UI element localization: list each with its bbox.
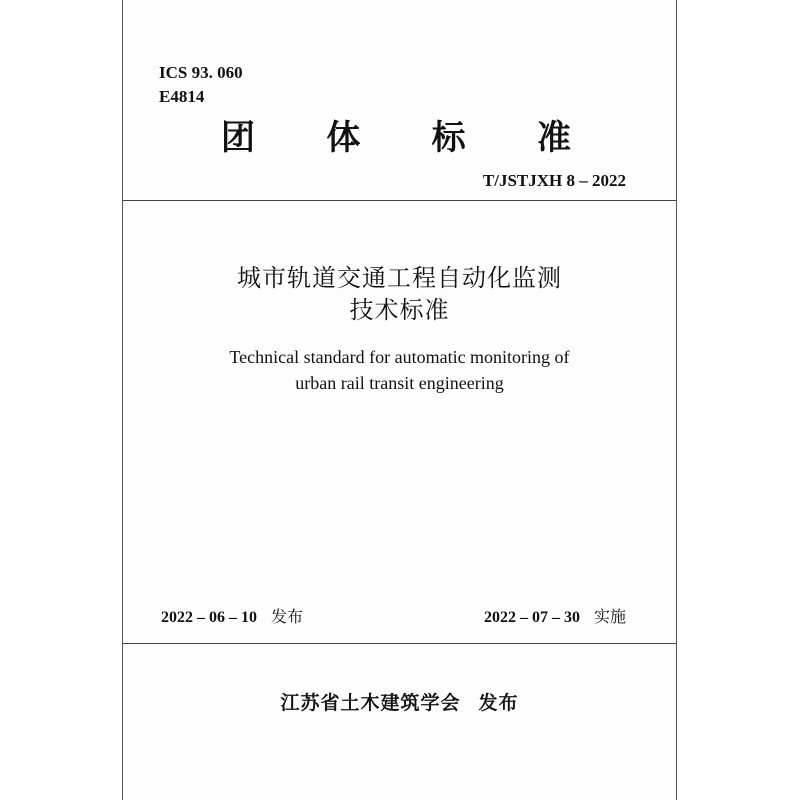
standard-type-char: 团: [221, 118, 255, 158]
publisher-label: 发布: [478, 692, 519, 714]
implementation-label: 实施: [593, 607, 626, 626]
standard-type-char: 标: [431, 118, 466, 158]
english-title-line-1: Technical standard for automatic monitoring of: [229, 347, 570, 367]
publisher-name: 江苏省土木建筑学会: [280, 692, 461, 714]
classification-code: E4814: [159, 87, 205, 106]
implementation-date-line: [484, 606, 626, 629]
chinese-title-line-2: 技术标准: [349, 296, 450, 324]
publisher-line: [123, 690, 676, 716]
standard-number: T/JSTJXH 8 – 2022: [482, 171, 626, 190]
ics-code: ICS 93. 060: [159, 63, 243, 82]
standard-type-char: 体: [326, 118, 361, 158]
english-title-line-2: urban rail transit engineering: [295, 373, 504, 393]
implementation-date: 2022 – 07 – 30: [483, 609, 580, 626]
english-title: [123, 344, 676, 396]
chinese-title: [123, 262, 676, 326]
bottom-divider: [123, 643, 676, 644]
issue-label: 发布: [271, 607, 304, 626]
standard-type-char: 准: [536, 118, 571, 158]
issue-date: 2022 – 06 – 10: [161, 609, 257, 626]
standard-cover-page: [122, 0, 677, 800]
chinese-title-line-1: 城市轨道交通工程自动化监测: [237, 264, 562, 292]
top-divider: [123, 200, 676, 201]
standard-type-heading: [221, 116, 571, 160]
issue-date-line: [161, 606, 303, 629]
